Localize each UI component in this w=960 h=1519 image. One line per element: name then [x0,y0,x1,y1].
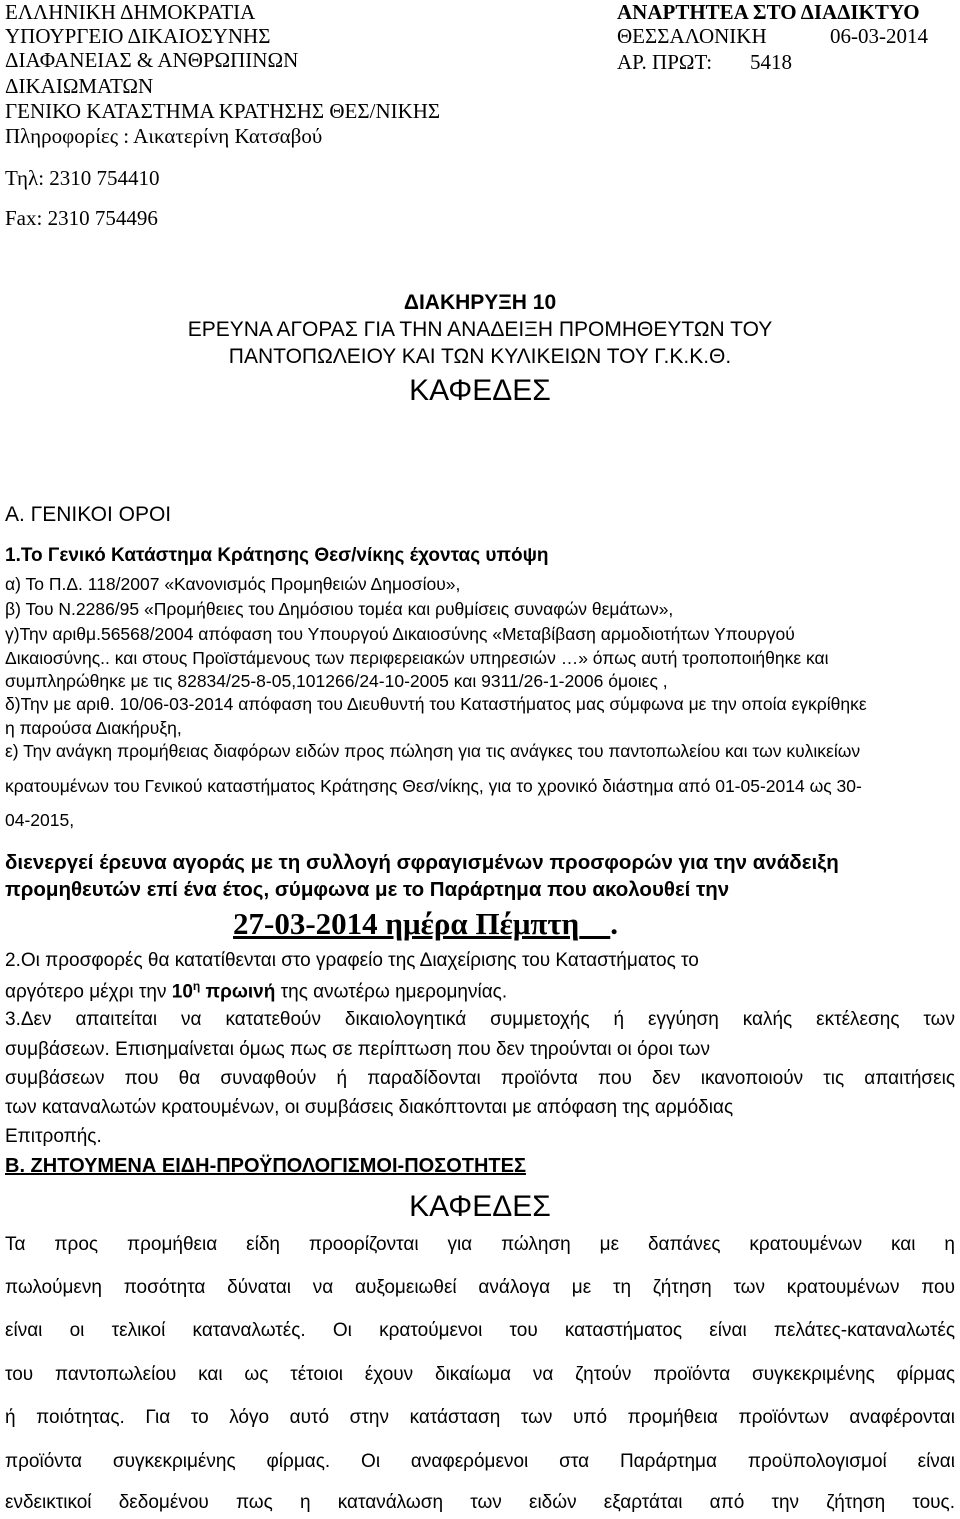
item-1-d-line-1: δ)Την με αριθ. 10/06-03-2014 απόφαση του Διευθυντή του Καταστήματος μας σύμφωνα με την οποία εγκρίθηκε [5,694,867,714]
section-a-heading: Α. ΓΕΝΙΚΟΙ ΟΡΟΙ [5,503,172,526]
item-3-line-5: Επιτροπής. [5,1126,102,1147]
header-line-3: ΔΙΑΦΑΝΕΙΑΣ & ΑΝΘΡΩΠΙΝΩΝ [5,48,299,72]
item-1-b: β) Του Ν.2286/95 «Προμήθειες του Δημόσιου τομέα και ρυθμίσεις συναφών θεμάτων», [5,599,674,619]
item-1-a: α) Το Π.Δ. 118/2007 «Κανονισμός Προμηθειών Δημοσίου», [5,574,461,594]
item-1-e-line-2: κρατουμένων του Γενικού καταστήματος Κράτησης Θεσ/νίκης, για το χρονικό διάστημα από 01-05-2014 ως 30- [5,776,862,796]
deadline [233,906,618,942]
section-b-para-line-6: προϊόντα συγκεκριμένης φίρμας. Οι αναφερόμενοι στα Παράρτημα προϋπολογισμοί είναι [5,1451,955,1472]
item-3-line-1: 3.Δεν απαιτείται να κατατεθούν δικαιολογητικά συμμετοχής ή εγγύηση καλής εκτέλεσης των [5,1009,955,1030]
item-1-c-line-3: συμπληρώθηκε με τις 82834/25-8-05,101266/24-10-2005 και 9311/26-1-2006 όμοιες , [5,671,668,691]
item-2-line-2: αργότερο μέχρι την $10^\eta$ πρωινή της ανωτέρω ημερομηνίας. [5,979,508,1003]
fax: Fax: 2310 754496 [5,206,158,230]
header-line-1: ΕΛΛΗΝΙΚΗ ΔΗΜΟΚΡΑΤΙΑ [5,0,256,24]
title-line-2: ΕΡΕΥΝΑ ΑΓΟΡΑΣ ΓΙΑ ΤΗΝ ΑΝΑΔΕΙΞΗ ΠΡΟΜΗΘΕΥΤΩΝ ΤΟΥ [187,318,773,341]
header-line-4: ΔΙΚΑΙΩΜΑΤΩΝ [5,74,154,98]
section-b-para-line-3: είναι οι τελικοί καταναλωτές. Οι κρατούμενοι του καταστήματος είναι πελάτες-καταναλωτές [5,1320,955,1341]
conduct-line-1: διενεργεί έρευνα αγοράς με τη συλλογή σφραγισμένων προσφορών για την ανάδειξη [5,851,839,874]
protocol-number: 5418 [750,50,792,74]
protocol-label: ΑΡ. ΠΡΩΤ: [617,50,713,74]
section-b-para-line-7: ενδεικτικοί δεδομένου πως η κατανάλωση των ειδών εξαρτάται από την ζήτηση τους. [5,1492,955,1513]
section-b-para-line-4: του παντοπωλείου και ως τέτοιοι έχουν δικαίωμα να ζητούν προϊόντα συγκεκριμένης φίρμας [5,1364,955,1385]
title-line-1: ΔΙΑΚΗΡΥΞΗ 10 [403,291,557,314]
item-1-c-line-1: γ)Την αριθμ.56568/2004 απόφαση του Υπουργού Δικαιοσύνης «Μεταβίβαση αρμοδιοτήτων Υπουργού [5,624,795,644]
title-product: ΚΑΦΕΔΕΣ [409,374,551,407]
city: ΘΕΣΣΑΛΟΝΙΚΗ [617,24,767,48]
posted-online: ΑΝΑΡΤΗΤΕΑ ΣΤΟ ΔΙΑΔΙΚΤΥΟ [617,0,920,24]
section-b-heading: Β. ΖΗΤΟΥΜΕΝΑ ΕΙΔΗ-ΠΡΟΫΠΟΛΟΓΙΣΜΟΙ-ΠΟΣΟΤΗΤΕΣ [5,1155,526,1177]
item-1-e-line-3: 04-2015, [5,810,75,830]
section-b-product: ΚΑΦΕΔΕΣ [409,1190,551,1223]
item-1-c-line-2: Δικαιοσύνης.. και στους Προϊστάμενους των περιφερειακών υπηρεσιών …» όπως αυτή τροποποιήθηκε και [5,648,829,668]
section-b-para-line-2: πωλούμενη ποσότητα δύναται να αυξομειωθεί ανάλογα με τη ζήτηση των κρατουμένων που [5,1277,955,1298]
item-1-d-line-2: η παρούσα Διακήρυξη, [5,718,182,738]
deadline-period: . [610,906,619,941]
title-line-3: ΠΑΝΤΟΠΩΛΕΙΟΥ ΚΑΙ ΤΩΝ ΚΥΛΙΚΕΙΩΝ ΤΟΥ Γ.Κ.Κ.Θ. [228,345,732,368]
item-3-line-4: των καταναλωτών κρατουμένων, οι συμβάσεις διακόπτονται με απόφαση της αρμόδιας [5,1097,734,1118]
section-b-para-line-1: Τα προς προμήθεια είδη προορίζονται για πώληση με δαπάνες κρατουμένων και η [5,1234,955,1255]
conduct-line-2: προμηθευτών επί ένα έτος, σύμφωνα με το Παράρτημα που ακολουθεί την [5,878,730,901]
item-1-e-line-1: ε) Την ανάγκη προμήθειας διαφόρων ειδών προς πώληση για τις ανάγκες του παντοπωλείου και των κυλικείων [5,741,861,761]
header-line-5: ΓΕΝΙΚΟ ΚΑΤΑΣΤΗΜΑ ΚΡΑΤΗΣΗΣ ΘΕΣ/ΝΙΚΗΣ [5,99,441,123]
date: 06-03-2014 [830,24,928,48]
phone: Τηλ: 2310 754410 [5,166,160,190]
header-line-6: Πληροφορίες : Αικατερίνη Κατσαβού [5,124,323,148]
section-b-para-line-5: ή ποιότητας. Για το λόγο αυτό στην κατάσταση των υπό προμήθεια προϊόντων αναφέρονται [5,1407,955,1428]
deadline-date: 27-03-2014 ημέρα Πέμπτη [233,906,580,941]
item-3-line-2: συμβάσεων. Επισημαίνεται όμως πως σε περίπτωση που δεν τηρούνται οι όροι των [5,1039,710,1060]
item-1: 1.Το Γενικό Κατάστημα Κράτησης Θεσ/νίκης έχοντας υπόψη [5,545,549,566]
header-line-2: ΥΠΟΥΡΓΕΙΟ ΔΙΚΑΙΟΣΥΝΗΣ [5,24,271,48]
item-2-line-1: 2.Οι προσφορές θα κατατίθενται στο γραφείο της Διαχείρισης του Καταστήματος το [5,950,699,971]
item-3-line-3: συμβάσεων που θα συναφθούν ή παραδίδονται προϊόντα που δεν ικανοποιούν τις απαιτήσεις [5,1068,955,1089]
